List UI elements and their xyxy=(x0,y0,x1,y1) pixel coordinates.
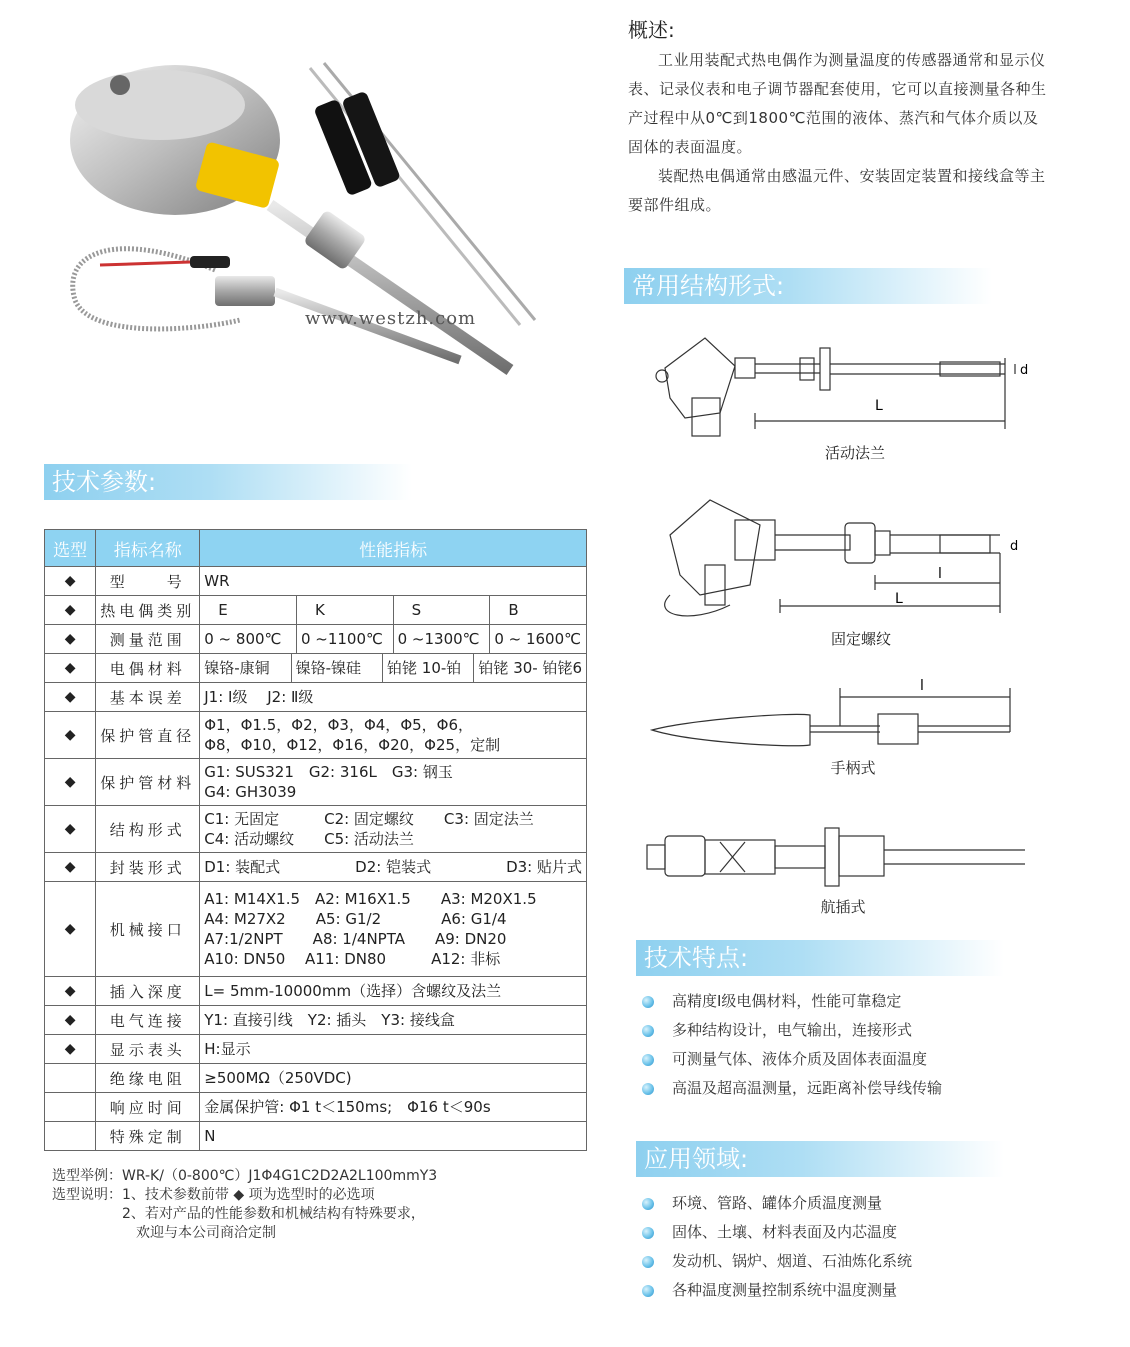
watermark: www.westzh.com xyxy=(305,308,477,329)
spec-value-line: G4: GH3039 xyxy=(204,783,297,801)
bullet-icon xyxy=(642,1227,654,1239)
spec-name: 机械接口 xyxy=(96,882,200,977)
spec-value-line: A10: DN50 A11: DN80 A12: 非标 xyxy=(204,950,501,968)
table-row xyxy=(45,882,587,977)
spec-value xyxy=(200,1093,587,1122)
table-row xyxy=(45,625,587,654)
spec-value xyxy=(200,712,587,759)
spec-value-line: Φ8，Φ10，Φ12，Φ16，Φ20，Φ25，定制 xyxy=(204,736,501,754)
spec-value-cell: 0 ~ 1600℃ xyxy=(489,625,586,653)
spec-value-line: 金属保护管: Φ1 t＜150ms; Φ16 t＜90s xyxy=(204,1098,491,1116)
spec-value-line: Y1: 直接引线 Y2: 插头 Y3: 接线盒 xyxy=(204,1011,455,1029)
application-text: 环境、管路、罐体介质温度测量 xyxy=(672,1194,883,1212)
spec-value-cell: S xyxy=(393,596,490,624)
diagram-1-label-L: L xyxy=(875,398,883,414)
spec-value xyxy=(200,882,587,977)
spec-name: 封装形式 xyxy=(96,853,200,882)
spec-value-line: J1: Ⅰ级 J2: Ⅱ级 xyxy=(204,688,314,706)
feature-text: 高温及超高温测量，远距离补偿导线传输 xyxy=(672,1079,943,1097)
table-row xyxy=(45,1006,587,1035)
spec-value-line: D1: 装配式 D2: 铠装式 D3: 贴片式 xyxy=(204,858,582,876)
table-row xyxy=(45,567,587,596)
application-text: 各种温度测量控制系统中温度测量 xyxy=(672,1281,898,1299)
spec-name: 基本误差 xyxy=(96,683,200,712)
feature-item xyxy=(642,987,942,1016)
select-marker: ◆ xyxy=(45,1006,96,1035)
feature-text: 多种结构设计，电气输出，连接形式 xyxy=(672,1021,913,1039)
select-marker: ◆ xyxy=(45,596,96,625)
diagram-1-label-d: d xyxy=(1020,363,1029,378)
bullet-icon xyxy=(642,1083,654,1095)
spec-value-line: C4: 活动螺纹 C5: 活动法兰 xyxy=(204,830,414,848)
select-marker: ◆ xyxy=(45,853,96,882)
table-row xyxy=(45,654,587,683)
spec-value-line: C1: 无固定 C2: 固定螺纹 C3: 固定法兰 xyxy=(204,810,534,828)
spec-value-cell: 铂铑 30- 铂铑6 xyxy=(473,654,586,682)
spec-value-cell: K xyxy=(296,596,393,624)
feature-text: 可测量气体、液体介质及固体表面温度 xyxy=(672,1050,928,1068)
overview-paragraph-1: 工业用装配式热电偶作为测量温度的传感器通常和显示仪表、记录仪表和电子调节器配套使用，它可以直接测量各种生产过程中从0℃到1800℃范围的液体、蒸汽和气体介质以及固体的表面温度。 xyxy=(628,51,1047,156)
application-item xyxy=(642,1247,912,1276)
table-row xyxy=(45,1122,587,1151)
note-desc-1: 选型说明：1、技术参数前带 ◆ 项为选型时的必选项 xyxy=(52,1187,375,1203)
bullet-icon xyxy=(642,1285,654,1297)
select-marker xyxy=(45,1093,96,1122)
table-row xyxy=(45,806,587,853)
spec-value-cell: 铂铑 10-铂 xyxy=(382,654,473,682)
spec-value-line: A1: M14X1.5 A2: M16X1.5 A3: M20X1.5 xyxy=(204,890,537,908)
spec-value-line: G1: SUS321 G2: 316L G3: 钢玉 xyxy=(204,763,453,781)
spec-name: 电气连接 xyxy=(96,1006,200,1035)
spec-value xyxy=(200,567,587,596)
spec-name: 电偶材料 xyxy=(96,654,200,683)
spec-value-line: N xyxy=(204,1127,216,1145)
spec-value xyxy=(200,806,587,853)
spec-value xyxy=(200,1122,587,1151)
select-marker: ◆ xyxy=(45,977,96,1006)
spec-value xyxy=(200,625,587,654)
spec-value-cell: 0 ~1100℃ xyxy=(296,625,393,653)
select-marker: ◆ xyxy=(45,759,96,806)
spec-name: 插入深度 xyxy=(96,977,200,1006)
feature-text: 高精度Ⅰ级电偶材料，性能可靠稳定 xyxy=(672,992,902,1010)
diagram-2-label-L: L xyxy=(895,591,903,607)
spec-name: 显示表头 xyxy=(96,1035,200,1064)
spec-value-cell: E xyxy=(218,601,228,619)
select-marker: ◆ xyxy=(45,567,96,596)
select-marker: ◆ xyxy=(45,625,96,654)
spec-name: 测量范围 xyxy=(96,625,200,654)
spec-name: 型 号 xyxy=(96,567,200,596)
spec-name: 保护管材料 xyxy=(96,759,200,806)
spec-table xyxy=(44,529,587,1151)
select-marker: ◆ xyxy=(45,654,96,683)
banner-structures: 常用结构形式: xyxy=(624,268,992,304)
bullet-icon xyxy=(642,1256,654,1268)
product-photo xyxy=(40,30,580,430)
diagram-2-caption: 固定螺纹 xyxy=(830,630,891,648)
feature-item xyxy=(642,1016,942,1045)
note-desc-3: 欢迎与本公司商洽定制 xyxy=(52,1225,276,1241)
table-row xyxy=(45,977,587,1006)
table-row xyxy=(45,596,587,625)
diagram-3-caption: 手柄式 xyxy=(830,759,876,777)
table-row xyxy=(45,759,587,806)
banner-tech-params: 技术参数: xyxy=(44,464,412,500)
spec-name: 热电偶类别 xyxy=(96,596,200,625)
spec-table-body xyxy=(45,567,587,1151)
spec-value xyxy=(200,1035,587,1064)
note-desc-2: 2、若对产品的性能参数和机械结构有特殊要求， xyxy=(52,1206,425,1222)
diagram-handle xyxy=(650,670,1035,760)
features-list xyxy=(642,987,942,1103)
application-item xyxy=(642,1218,912,1247)
table-row xyxy=(45,1035,587,1064)
spec-value-cell: 镍铬-镍硅 xyxy=(291,654,382,682)
spec-value xyxy=(200,977,587,1006)
overview-title: 概述: xyxy=(628,18,675,42)
spec-value-line: A4: M27X2 A5: G1/2 A6: G1/4 xyxy=(204,910,507,928)
feature-item xyxy=(642,1074,942,1103)
table-row xyxy=(45,1093,587,1122)
spec-value xyxy=(200,1006,587,1035)
spec-value xyxy=(200,759,587,806)
spec-value-columns xyxy=(200,625,586,653)
table-row xyxy=(45,1064,587,1093)
spec-value-line: ≥500MΩ（250VDC) xyxy=(204,1069,352,1087)
spec-value-cell: B xyxy=(489,596,586,624)
select-marker: ◆ xyxy=(45,683,96,712)
header-select: 选型 xyxy=(45,530,96,567)
header-name: 指标名称 xyxy=(96,530,200,567)
select-marker: ◆ xyxy=(45,806,96,853)
spec-value xyxy=(200,596,587,625)
header-value: 性能指标 xyxy=(200,530,587,567)
table-row xyxy=(45,683,587,712)
application-text: 发动机、锅炉、烟道、石油炼化系统 xyxy=(672,1252,913,1270)
application-item xyxy=(642,1189,912,1218)
select-marker xyxy=(45,1122,96,1151)
spec-name: 绝缘电阻 xyxy=(96,1064,200,1093)
spec-value xyxy=(200,853,587,882)
select-marker: ◆ xyxy=(45,882,96,977)
spec-value xyxy=(200,654,587,683)
bullet-icon xyxy=(642,1198,654,1210)
diagram-2-label-d: d xyxy=(1010,539,1019,554)
spec-name: 结构形式 xyxy=(96,806,200,853)
spec-value xyxy=(200,1064,587,1093)
spec-name: 响应时间 xyxy=(96,1093,200,1122)
spec-value xyxy=(200,683,587,712)
select-marker: ◆ xyxy=(45,1035,96,1064)
spec-value-line: H:显示 xyxy=(204,1040,251,1058)
select-marker xyxy=(45,1064,96,1093)
spec-value-cell: 0 ~1300℃ xyxy=(393,625,490,653)
spec-value-line: WR xyxy=(204,572,230,590)
spec-value-columns xyxy=(200,596,586,624)
diagram-aviation-plug xyxy=(645,820,1030,890)
note-example: 选型举例：WR-K/（0-800℃）J1Φ4G1C2D2A2L100mmY3 xyxy=(52,1168,438,1184)
feature-item xyxy=(642,1045,942,1074)
bullet-icon xyxy=(642,1054,654,1066)
spec-value-cell: 0 ~ 800℃ xyxy=(204,630,282,648)
application-item xyxy=(642,1276,912,1305)
table-row xyxy=(45,712,587,759)
diagram-4-caption: 航插式 xyxy=(820,898,866,916)
spec-value-line: L= 5mm-10000mm（选择）含螺纹及法兰 xyxy=(204,982,502,1000)
banner-applications: 应用领域: xyxy=(636,1141,1004,1177)
diagram-fixed-thread xyxy=(650,495,1035,625)
table-row xyxy=(45,853,587,882)
spec-value-columns xyxy=(200,654,586,682)
bullet-icon xyxy=(642,996,654,1008)
spec-value-cell: 镍铬-康铜 xyxy=(204,659,270,677)
select-marker: ◆ xyxy=(45,712,96,759)
applications-list xyxy=(642,1189,912,1305)
application-text: 固体、土壤、材料表面及内芯温度 xyxy=(672,1223,898,1241)
spec-name: 特殊定制 xyxy=(96,1122,200,1151)
selection-notes xyxy=(52,1167,437,1243)
bullet-icon xyxy=(642,1025,654,1037)
overview-paragraph-2: 装配热电偶通常由感温元件、安装固定装置和接线盒等主要部件组成。 xyxy=(628,167,1046,214)
spec-value-line: A7:1/2NPT A8: 1/4NPTA A9: DN20 xyxy=(204,930,507,948)
diagram-2-label-l: l xyxy=(938,566,942,582)
banner-features: 技术特点: xyxy=(636,940,1004,976)
spec-name: 保护管直径 xyxy=(96,712,200,759)
diagram-3-label-l: l xyxy=(920,678,924,694)
spec-value-line: Φ1，Φ1.5，Φ2，Φ3，Φ4，Φ5，Φ6， xyxy=(204,716,474,734)
diagram-1-caption: 活动法兰 xyxy=(824,444,885,462)
